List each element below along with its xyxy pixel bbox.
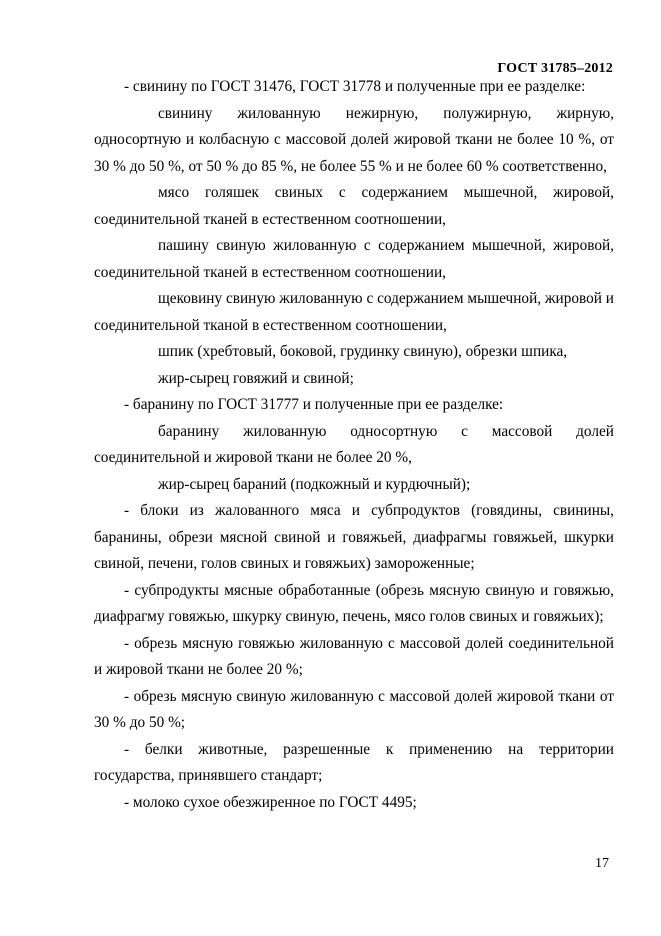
subitem-mutton-trimmed: баранину жилованную односортную с массовой долей соединительной и жировой ткани не более 20 %, [94,422,614,466]
subitem-pork-fat: шпик (хребтовый, боковой, грудинку свиную), обрезки шпика, [158,343,568,360]
subitem-mutton-raw-fat: жир-сырец бараний (подкожный и курдючный); [158,475,471,493]
list-item-beef-trimmings: - обрезь мясную говяжью жилованную с массовой долей соединительной и жировой ткани не более 20 %; [94,634,614,678]
list-item-pork-trimmings: - обрезь мясную свиную жилованную с массовой долей жировой ткани от 30 % до 50 %; [94,687,614,731]
list-item-mutton: - баранину по ГОСТ 31777 и полученные при ее разделке: [124,396,504,413]
list-item-pork: - свинину по ГОСТ 31476, ГОСТ 31778 и полученные при ее разделке: [124,78,586,95]
list-item-skim-milk-powder: - молоко сухое обезжиренное по ГОСТ 4495; [124,793,417,811]
document-body [94,74,614,816]
list-item-animal-proteins: - белки животные, разрешенные к применению на территории государства, принявшего стандарт; [94,740,614,784]
subitem-pork-shank-meat: мясо голяшек свиных с содержанием мышечной, жировой, соединительной тканей в естественном соотношении, [94,184,614,228]
subitem-raw-fat: жир-сырец говяжий и свиной; [158,369,354,387]
subitem-pork-trimmed: свинину жилованную нежирную, полужирную, жирную, односортную и колбасную с массовой долей жировой ткани не более 10 %, от 30 % до 50 %, от 50 % до 85 %, не более 55 % и не более 60 % соответственно, [94,104,614,175]
page-number: 17 [595,856,609,871]
subitem-pork-cheek: щековину свиную жилованную с содержанием мышечной, жировой и соединительной тканой в естественном соотношении, [94,290,614,334]
document-code-header: ГОСТ 31785–2012 [497,61,613,76]
list-item-frozen-blocks: - блоки из жалованного мяса и субпродуктов (говядины, свинины, баранины, обрези мясной свиной и говяжьей, диафрагмы говяжьей, шкурки свиной, печени, голов свиных и говяжьих) замороженные; [94,502,614,572]
list-item-processed-offal: - субпродукты мясные обработанные (обрезь мясную свиную и говяжью, диафрагму говяжью, шкурку свиную, печень, мясо голов свиных и говяжьих); [94,581,614,625]
subitem-pork-belly: пашину свиную жилованную с содержанием мышечной, жировой, соединительной тканей в естественном соотношении, [94,237,614,281]
